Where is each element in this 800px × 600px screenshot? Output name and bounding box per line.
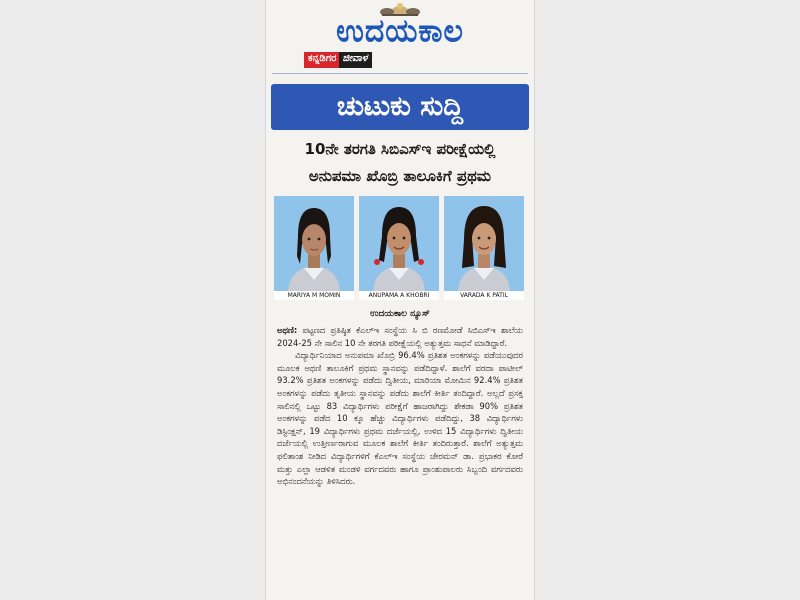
photo-caption: VARADA K PATIL <box>444 291 524 300</box>
section-banner: ಚುಟುಕು ಸುದ್ದಿ <box>271 84 529 130</box>
student-photo-1 <box>274 196 354 300</box>
newspaper-clipping <box>266 0 534 600</box>
tagline-dark: ಜೀವಾಳ <box>339 52 372 68</box>
headline-line-2: ಅನುಪಮಾ ಖೊಬ್ರಿ ತಾಲೂಕಿಗೆ ಪ್ರಥಮ <box>308 167 492 185</box>
masthead <box>266 0 534 74</box>
paragraph-1-text: ಪಟ್ಟಣದ ಪ್ರತಿಷ್ಠಿತ ಕೆಎಲ್‌ಇ ಸಂಸ್ಥೆಯ ಸಿ ಬಿ ರಣಮೋಡೆ ಸಿಬಿಎಸ್ಇ ಶಾಲೆಯ 2024-25 ನೇ ಸಾಲಿನ 10 ನೇ ತರಗತಿ ಪರೀಕ್ಷೆಯಲ್ಲಿ ಅತ್ಯುತ್ತಮ ಸಾಧನೆ ಮಾಡಿದ್ದಾರೆ. <box>277 325 523 348</box>
tagline <box>304 52 372 68</box>
dateline: ಅಥಣಿ: <box>277 325 298 335</box>
article-body <box>277 324 523 488</box>
portrait-icon <box>274 196 354 300</box>
portrait-icon <box>444 196 524 300</box>
article-paragraph-1 <box>277 324 523 349</box>
student-photos <box>274 196 524 300</box>
tagline-red: ಕನ್ನಡಿಗರ <box>304 52 339 68</box>
student-photo-3 <box>444 196 524 300</box>
paper-name: ಉದಯಕಾಲ <box>336 13 464 50</box>
article-paragraph-2: ವಿದ್ಯಾರ್ಥಿನಿಯಾದ ಅನುಪಮಾ ಖೊಬ್ರಿ 96.4% ಪ್ರತಿಶತ ಅಂಕಗಳನ್ನು ಪಡೆಯುವುದರ ಮೂಲಕ ಅಥಣಿ ತಾಲೂಕಿಗೆ ಪ್ರಥಮ ಸ್ಥಾನವನ್ನು ಪಡೆದಿದ್ದಾಳೆ. ಶಾಲೆಗೆ ವರದಾ ಪಾಟೀಲ್ 93.2% ಪ್ರತಿಶತ ಅಂಕಗಳನ್ನು ಪಡೆದು ದ್ವಿತೀಯ, ಮಾರಿಯಾ ಮೋಮಿನ 92.4% ಪ್ರತಿಶತ ಅಂಕಗಳನ್ನು ಪಡೆದು ತೃತೀಯ ಸ್ಥಾನವನ್ನು ಪಡೆದು ಶಾಲೆಗೆ ಕೀರ್ತಿ ತಂದಿದ್ದಾರೆ. ಅಲ್ಲದೆ ಪ್ರಸಕ್ತ ಸಾಲಿನಲ್ಲಿ ಒಟ್ಟು 83 ವಿದ್ಯಾರ್ಥಿಗಳು ಪರೀಕ್ಷೆಗೆ ಹಾಜರಾಗಿದ್ದು ಶೇಕಡಾ 90% ಪ್ರತಿಶತ ಅಂಕಗಳನ್ನು ಪಡೆದ 10 ಕ್ಕೂ ಹೆಚ್ಚು ವಿದ್ಯಾರ್ಥಿಗಳು ಪಡೆದಿದ್ದು, 38 ವಿದ್ಯಾರ್ಥಿಗಳು ಡಿಸ್ಟಿಂಕ್ಷನ್, 19 ವಿದ್ಯಾರ್ಥಿಗಳು ಪ್ರಥಮ ದರ್ಜೆಯಲ್ಲಿ, ಉಳಿದ 15 ವಿದ್ಯಾರ್ಥಿಗಳು ದ್ವಿತೀಯ ದರ್ಜೆಯಲ್ಲಿ ಉತ್ತೀರ್ಣರಾಗುವ ಮೂಲಕ ಶಾಲೆಗೆ ಕೀರ್ತಿ ತಂದಿರುತ್ತಾರೆ. ಶಾಲೆಗೆ ಅತ್ಯುತ್ತಮ ಫಲಿತಾಂಶ ನೀಡಿದ ವಿದ್ಯಾರ್ಥಿಗಳಿಗೆ ಕೆಎಲ್‌ಇ ಸಂಸ್ಥೆಯ ಚೇರಮನ್ ಡಾ. ಪ್ರಭಾಕರ ಕೋರೆ ಮತ್ತು ಎಲ್ಲಾ ಆಡಳಿತ ಮಂಡಳಿ ವರ್ಗದವರು ಹಾಗೂ ಪ್ರಾಂಶುಪಾಲರು ಸಿಬ್ಬಂದಿ ವರ್ಗದವರು ಅಭಿನಂದನೆಯನ್ನು ತಿಳಿಸಿದರು. <box>277 350 523 487</box>
student-photo-2 <box>359 196 439 300</box>
byline: ಉದಯಕಾಲ ನ್ಯೂಸ್ <box>370 309 430 319</box>
masthead-divider <box>272 73 528 74</box>
photo-caption: MARIYA M MOMIN <box>274 291 354 300</box>
headline-line-1: 10ನೇ ತರಗತಿ ಸಿಬಿಎಸ್ಇ ಪರೀಕ್ಷೆಯಲ್ಲಿ <box>304 140 496 158</box>
portrait-icon <box>359 196 439 300</box>
photo-caption: ANUPAMA A KHOBRI <box>359 291 439 300</box>
headline <box>272 136 528 190</box>
